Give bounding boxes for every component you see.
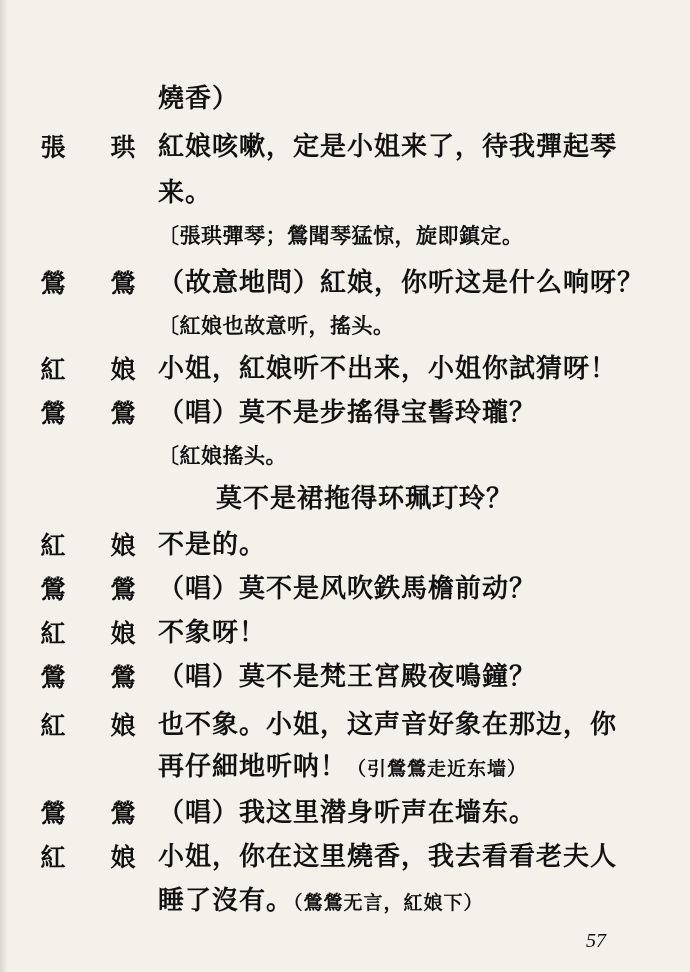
page-number: 57 xyxy=(586,930,606,952)
dialogue-text: （唱）莫不是梵王宮殿夜鳴鐘？ xyxy=(158,662,537,692)
dialogue-text xyxy=(158,746,527,783)
speaker-char: 鶯 xyxy=(110,663,136,692)
speaker-char: 鶯 xyxy=(40,663,66,692)
speaker-char: 娘 xyxy=(110,619,136,648)
speaker-char: 珙 xyxy=(110,133,136,162)
speaker-label xyxy=(38,706,138,742)
speaker-label xyxy=(38,264,138,300)
speaker-char: 紅 xyxy=(40,711,66,740)
speaker-char: 紅 xyxy=(40,355,66,384)
dialogue-text: 小姐，紅娘听不出来，小姐你試猜呀！ xyxy=(158,354,618,384)
speaker-label xyxy=(38,394,138,430)
speaker-char: 鶯 xyxy=(110,575,136,604)
dialogue-main: 再仔細地听呐！ xyxy=(158,752,348,782)
speaker-label xyxy=(38,614,138,650)
dialogue-text: 紅娘咳嗽，定是小姐来了，待我彈起琴 xyxy=(158,132,618,162)
dialogue-text: 莫不是裙拖得环珮玎玲？ xyxy=(216,484,514,514)
speaker-label xyxy=(38,570,138,606)
speaker-char: 鶯 xyxy=(40,575,66,604)
dialogue-text xyxy=(158,880,484,917)
dialogue-text: （唱）我这里潜身听声在墙东。 xyxy=(158,798,537,828)
speaker-char: 紅 xyxy=(40,843,66,872)
speaker-label xyxy=(38,658,138,694)
speaker-char: 娘 xyxy=(110,843,136,872)
speaker-label xyxy=(38,838,138,874)
stage-direction: 〔紅娘搖头。 xyxy=(158,443,287,468)
speaker-label xyxy=(38,128,138,164)
speaker-char: 張 xyxy=(40,133,66,162)
speaker-char: 鶯 xyxy=(110,269,136,298)
speaker-char: 娘 xyxy=(110,711,136,740)
dialogue-text: （故意地問）紅娘，你听这是什么响呀？ xyxy=(158,268,645,298)
speaker-char: 鶯 xyxy=(40,269,66,298)
inline-stage-note: （鶯鶯无言，紅娘下） xyxy=(293,892,484,914)
page-edge-shadow xyxy=(0,0,8,972)
speaker-char: 紅 xyxy=(40,619,66,648)
speaker-label xyxy=(38,526,138,562)
speaker-char: 紅 xyxy=(40,531,66,560)
speaker-label xyxy=(38,794,138,830)
speaker-char: 鶯 xyxy=(40,799,66,828)
inline-stage-note: （引鶯鶯走近东墙） xyxy=(347,758,528,780)
dialogue-main: 睡了沒有。 xyxy=(158,886,294,916)
dialogue-text: 来。 xyxy=(158,178,213,208)
dialogue-text: 不象呀！ xyxy=(158,618,267,648)
speaker-char: 鶯 xyxy=(110,399,136,428)
stage-direction: 〔張珙彈琴；鶯聞琴猛惊，旋即鎮定。 xyxy=(158,223,524,248)
speaker-char: 鶯 xyxy=(110,799,136,828)
dialogue-text: 小姐，你在这里燒香，我去看看老夫人 xyxy=(158,842,618,872)
dialogue-text: 燒香） xyxy=(158,84,240,114)
speaker-char: 娘 xyxy=(110,355,136,384)
dialogue-text: 也不象。小姐，这声音好象在那边，你 xyxy=(158,710,618,740)
dialogue-text: （唱）莫不是步搖得宝髻玲瓏？ xyxy=(158,398,537,428)
dialogue-text: （唱）莫不是风吹鉄馬檐前动？ xyxy=(158,574,537,604)
speaker-label xyxy=(38,350,138,386)
speaker-char: 鶯 xyxy=(40,399,66,428)
speaker-char: 娘 xyxy=(110,531,136,560)
dialogue-text: 不是的。 xyxy=(158,530,267,560)
stage-direction: 〔紅娘也故意听，搖头。 xyxy=(158,313,395,338)
